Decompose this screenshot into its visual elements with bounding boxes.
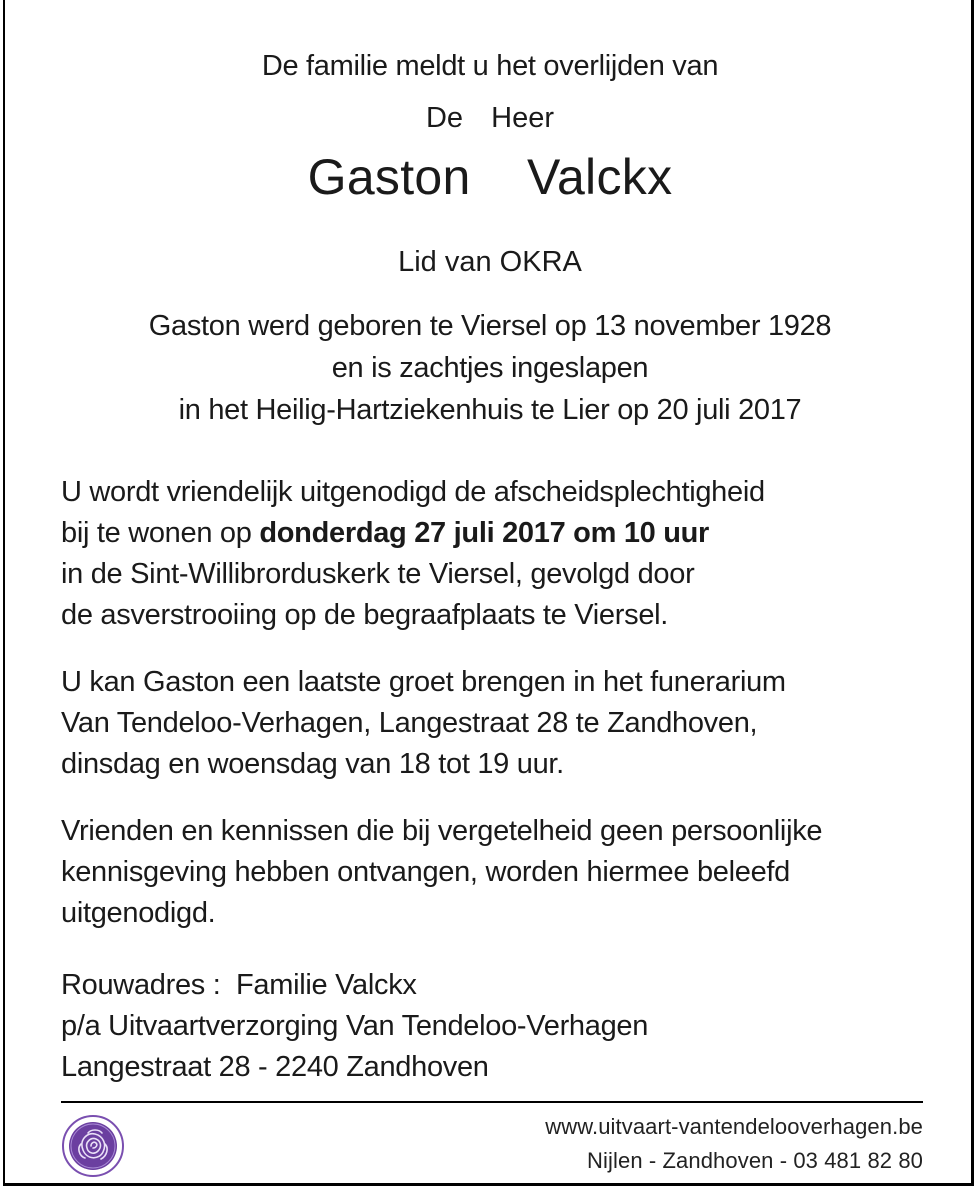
footer-divider <box>61 1101 923 1103</box>
ceremony-line-prefix: bij te wonen op <box>61 517 260 549</box>
mourning-address-line: p/a Uitvaartverzorging Van Tendeloo-Verhagen <box>61 1010 649 1042</box>
visitation-line: Van Tendeloo-Verhagen, Langestraat 28 te Zandhoven, <box>61 707 758 739</box>
deceased-name: Gaston Valckx <box>307 149 673 205</box>
ceremony-line: de asverstrooiing op de begraafplaats te Viersel. <box>61 599 669 631</box>
visitation-line: dinsdag en woensdag van 18 tot 19 uur. <box>61 748 564 780</box>
ceremony-line: in de Sint-Willibrorduskerk te Viersel, gevolgd door <box>61 558 695 590</box>
ceremony-line: U wordt vriendelijk uitgenodigd de afscheidsplechtigheid <box>61 476 765 508</box>
biography-line: en is zachtjes ingeslapen <box>331 352 649 384</box>
rose-icon <box>61 1114 125 1178</box>
mourning-address-line: Langestraat 28 - 2240 Zandhoven <box>61 1051 489 1083</box>
invitation-line: Vrienden en kennissen die bij vergetelheid geen persoonlijke <box>61 815 823 847</box>
biography-line: in het Heilig-Hartziekenhuis te Lier op 20 juli 2017 <box>178 394 802 426</box>
membership: Lid van OKRA <box>398 246 582 278</box>
ceremony-date: donderdag 27 juli 2017 om 10 uur <box>259 517 710 549</box>
invitation-line: uitgenodigd. <box>61 897 216 929</box>
visitation-line: U kan Gaston een laatste groet brengen in het funerarium <box>61 666 786 698</box>
honorific: De Heer <box>425 102 555 134</box>
contact-info: Nijlen - Zandhoven - 03 481 82 80 <box>587 1148 923 1173</box>
mourning-address-line: Rouwadres : Familie Valckx <box>61 969 417 1001</box>
announcement-intro: De familie meldt u het overlijden van <box>261 50 719 82</box>
invitation-line: kennisgeving hebben ontvangen, worden hiermee beleefd <box>61 856 790 888</box>
website-link[interactable]: www.uitvaart-vantendelooverhagen.be <box>545 1114 923 1139</box>
biography-line: Gaston werd geboren te Viersel op 13 november 1928 <box>148 310 832 342</box>
ceremony-date-line <box>61 519 709 548</box>
